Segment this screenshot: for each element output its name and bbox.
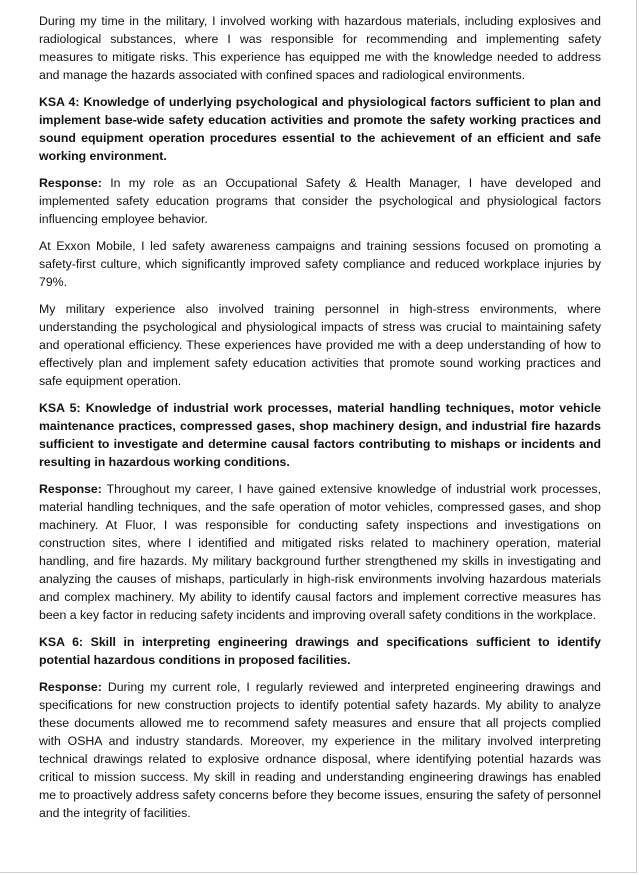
response-label: Response: bbox=[39, 176, 102, 190]
ksa6-heading: KSA 6: Skill in interpreting engineering drawings and specifications sufficient to identify potential hazardous conditions in proposed facilities. bbox=[39, 635, 601, 667]
ksa6-response-text: During my current role, I regularly reviewed and interpreted engineering drawings and specifications for new construction projects to identify potential safety hazards. My ability to analyze these documents allowed me to recommend safety measures and ensure that all projects complied with OSHA and industry standards. Moreover, my experience in the military involved interpreting technical drawings related to explosive ordnance disposal, where identifying potential hazards was critical to mission success. My skill in reading and understanding engineering drawings has enabled me to proactively address safety concerns before they become issues, ensuring the safety of personnel and the integrity of facilities. bbox=[39, 680, 601, 820]
ksa5-response bbox=[39, 480, 601, 624]
ksa4-paragraph-3: My military experience also involved training personnel in high-stress environments, where understanding the psychological and physiological impacts of stress was crucial to maintaining safety and operational efficiency. These experiences have provided me with a deep understanding of how to effectively plan and implement safety education activities that promote sound working practices and safe equipment operation. bbox=[39, 302, 601, 388]
ksa4-response-text: In my role as an Occupational Safety & Health Manager, I have developed and implemented safety education programs that consider the psychological and physiological factors influencing employee behavior. bbox=[39, 176, 601, 226]
ksa4-paragraph-2: At Exxon Mobile, I led safety awareness campaigns and training sessions focused on promoting a safety-first culture, which significantly improved safety compliance and reduced workplace injuries by 79%. bbox=[39, 239, 601, 289]
intro-paragraph: During my time in the military, I involved working with hazardous materials, including explosives and radiological substances, where I was responsible for recommending and implementing safety measures to mitigate risks. This experience has equipped me with the knowledge needed to address and manage the hazards associated with confined spaces and radiological environments. bbox=[39, 14, 601, 82]
ksa5-heading: KSA 5: Knowledge of industrial work processes, material handling techniques, motor vehicle maintenance practices, compressed gases, shop machinery design, and industrial fire hazards sufficient to investigate and determine causal factors contributing to mishaps or incidents and resulting in hazardous working conditions. bbox=[39, 401, 601, 469]
response-label: Response: bbox=[39, 482, 102, 496]
response-label: Response: bbox=[39, 680, 102, 694]
ksa4-heading: KSA 4: Knowledge of underlying psychological and physiological factors sufficient to plan and implement base-wide safety education activities and promote the safety working practices and sound equipment operation procedures essential to the achievement of an efficient and safe working environment. bbox=[39, 95, 601, 163]
document-body bbox=[39, 12, 601, 831]
ksa6-response bbox=[39, 678, 601, 822]
ksa5-response-text: Throughout my career, I have gained extensive knowledge of industrial work processes, material handling techniques, and the safe operation of motor vehicles, compressed gases, and shop machinery. At Fluor, I was responsible for conducting safety inspections and investigations on construction sites, where I identified and mitigated risks related to machinery operation, material handling, and fire hazards. My military background further strengthened my skills in investigating and analyzing the causes of mishaps, particularly in high-risk environments involving hazardous materials and complex machinery. My ability to identify causal factors and implement corrective measures has been a key factor in reducing safety incidents and improving overall safety conditions in the workplace. bbox=[39, 482, 601, 622]
ksa4-response bbox=[39, 174, 601, 228]
